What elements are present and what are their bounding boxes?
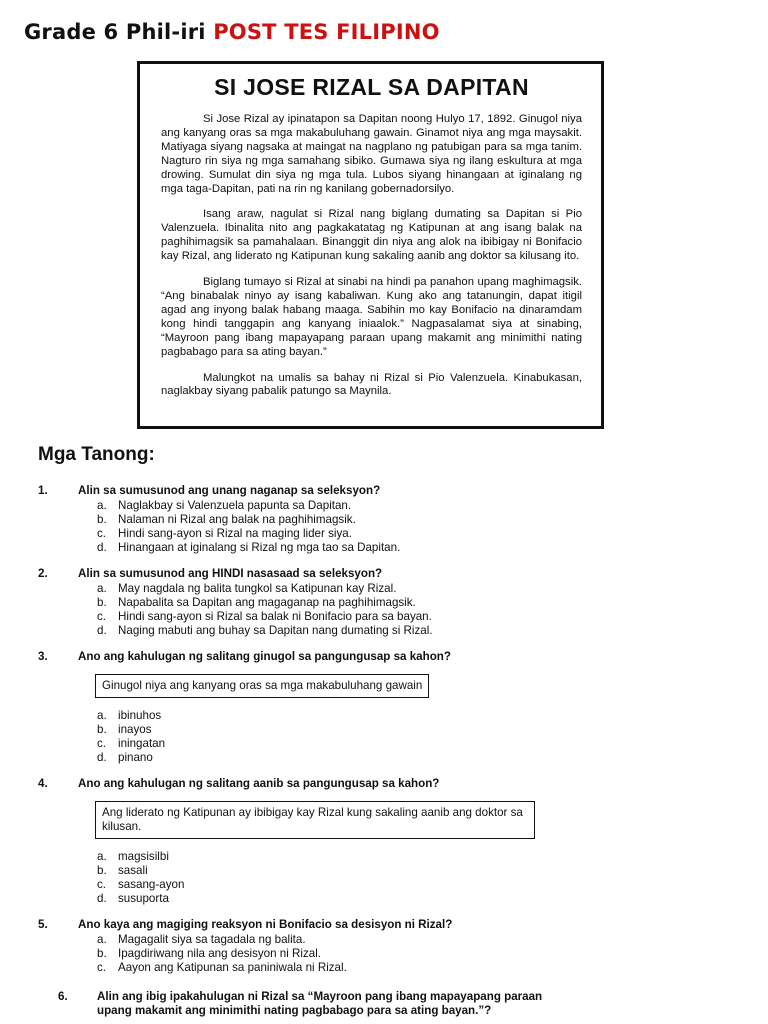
question-number: 2. bbox=[38, 567, 48, 580]
choice-letter: a. bbox=[97, 709, 107, 722]
choice-item[interactable] bbox=[97, 610, 758, 624]
question-number: 1. bbox=[38, 484, 48, 497]
choice-letter: a. bbox=[97, 933, 107, 946]
question-text: Alin sa sumusunod ang HINDI nasasaad sa seleksyon? bbox=[78, 567, 383, 580]
story-paragraph: Isang araw, nagulat si Rizal nang biglang dumating sa Dapitan si Pio Valenzuela. Ibinalita nito ang pagkakatatag ng Katipunan at ang isang balak na paghihimagsik sa pamahalaan. Binanggit din niya ang alok na ibibigay ni Bonifacio kay Rizal, ang liderato ng Katipunan kung sakaling aanib ang doktor sa kilusang ito. bbox=[161, 208, 582, 263]
choice-letter: d. bbox=[97, 624, 107, 637]
choice-item[interactable] bbox=[97, 850, 758, 864]
choice-list bbox=[97, 582, 758, 638]
choice-letter: b. bbox=[97, 513, 107, 526]
choice-list bbox=[97, 933, 758, 975]
choice-letter: c. bbox=[97, 878, 107, 891]
story-title: SI JOSE RIZAL SA DAPITAN bbox=[214, 74, 529, 100]
story-box bbox=[137, 61, 604, 429]
choice-text: Hinangaan at iginalang si Rizal ng mga tao sa Dapitan. bbox=[118, 541, 401, 554]
choice-letter: c. bbox=[97, 961, 107, 974]
question-row bbox=[38, 918, 758, 932]
choice-text: Hindi sang-ayon si Rizal sa balak ni Bonifacio para sa bayan. bbox=[118, 610, 432, 623]
choice-item[interactable] bbox=[97, 737, 758, 751]
choice-text: Napabalita sa Dapitan ang magaganap na paghihimagsik. bbox=[118, 596, 416, 609]
question-2 bbox=[38, 567, 758, 638]
choice-item[interactable] bbox=[97, 961, 758, 975]
story-paragraph: Si Jose Rizal ay ipinatapon sa Dapitan noong Hulyo 17, 1892. Ginugol niya ang kanyang oras sa mga makabuluhang gawain. Ginamot niya ang mga maysakit. Matiyaga siyang nagsaka at maingat na nagplano ng patubigan para sa mga tanim. Nagturo rin siya ng mga samahang sibiko. Gumawa siya ng ilang eskultura at mga drowing. Sumulat din siya ng mga tula. Lubos siyang hinangaan at iginalang ng mga taga-Dapitan, pati na rin ng kanilang gobernadorsilyo. bbox=[161, 113, 582, 195]
choice-list bbox=[97, 709, 758, 765]
story-paragraph: Malungkot na umalis sa bahay ni Rizal si Pio Valenzuela. Kinabukasan, naglakbay siyang pabalik patungo sa Maynila. bbox=[161, 371, 582, 398]
question-3 bbox=[38, 650, 758, 765]
choice-text: pinano bbox=[118, 751, 153, 764]
choice-text: Nalaman ni Rizal ang balak na paghihimagsik. bbox=[118, 513, 356, 526]
question-text: Ano kaya ang magiging reaksyon ni Bonifacio sa desisyon ni Rizal? bbox=[78, 918, 453, 931]
choice-text: magsisilbi bbox=[118, 850, 169, 863]
choice-item[interactable] bbox=[97, 582, 758, 596]
page-title-test-name: POST TES FILIPINO bbox=[213, 20, 440, 44]
story-paragraph: Biglang tumayo si Rizal at sinabi na hindi pa panahon upang maghimagsik. “Ang binabalak ninyo ay isang kabaliwan. Kung ako ang tatanungin, dapat itigil agad ang inyong balak habang maaga. Sabihin mo kay Bonifacio na dinaramdam kong hindi tanggapin ang kanyang iniaalok.” Nagpasalamat siya at sinabing, “Mayroon pang ibang mapayapang paraan upang makamit ang minimithi nating pagbabago para sa ating bayan.” bbox=[161, 276, 582, 358]
choice-item[interactable] bbox=[97, 596, 758, 610]
choice-text: Magagalit siya sa tagadala ng balita. bbox=[118, 933, 306, 946]
choice-text: susuporta bbox=[118, 892, 169, 905]
choice-item[interactable] bbox=[97, 892, 758, 906]
choice-item[interactable] bbox=[97, 878, 758, 892]
choice-item[interactable] bbox=[97, 933, 758, 947]
choice-text: Hindi sang-ayon si Rizal na maging lider siya. bbox=[118, 527, 352, 540]
sentence-box: Ginugol niya ang kanyang oras sa mga makabuluhang gawain bbox=[95, 674, 429, 698]
choice-letter: a. bbox=[97, 582, 107, 595]
question-number: 5. bbox=[38, 918, 48, 931]
question-row bbox=[38, 777, 758, 791]
question-5 bbox=[38, 918, 758, 975]
choice-letter: c. bbox=[97, 610, 107, 623]
choice-item[interactable] bbox=[97, 624, 758, 638]
choice-text: inayos bbox=[118, 723, 152, 736]
choice-letter: c. bbox=[97, 737, 107, 750]
sentence-box: Ang liderato ng Katipunan ay ibibigay kay Rizal kung sakaling aanib ang doktor sa kilusan. bbox=[95, 801, 535, 839]
question-text: Alin ang ibig ipakahulugan ni Rizal sa “Mayroon pang ibang mapayapang paraan upang makamit ang minimithi nating pagbabago para sa ating bayan.”? bbox=[97, 990, 543, 1017]
choice-text: iningatan bbox=[118, 737, 166, 750]
choice-item[interactable] bbox=[97, 527, 758, 541]
choice-text: Naglakbay si Valenzuela papunta sa Dapitan. bbox=[118, 499, 352, 512]
choice-letter: a. bbox=[97, 499, 107, 512]
choice-item[interactable] bbox=[97, 499, 758, 513]
choice-letter: d. bbox=[97, 892, 107, 905]
choice-letter: a. bbox=[97, 850, 107, 863]
choice-letter: b. bbox=[97, 947, 107, 960]
question-6 bbox=[58, 990, 578, 1018]
choice-item[interactable] bbox=[97, 864, 758, 878]
choice-item[interactable] bbox=[97, 513, 758, 527]
question-text: Ano ang kahulugan ng salitang ginugol sa pangungusap sa kahon? bbox=[78, 650, 451, 663]
choice-letter: b. bbox=[97, 723, 107, 736]
questions-section bbox=[38, 444, 758, 987]
choice-list bbox=[97, 850, 758, 906]
choice-item[interactable] bbox=[97, 709, 758, 723]
question-number: 6. bbox=[58, 990, 68, 1003]
choice-text: sasang-ayon bbox=[118, 878, 185, 891]
question-row bbox=[38, 650, 758, 664]
question-row bbox=[38, 567, 758, 581]
question-row bbox=[38, 484, 758, 498]
question-1 bbox=[38, 484, 758, 555]
choice-letter: c. bbox=[97, 527, 107, 540]
choice-letter: d. bbox=[97, 751, 107, 764]
question-4 bbox=[38, 777, 758, 906]
choice-text: Aayon ang Katipunan sa paniniwala ni Rizal. bbox=[118, 961, 347, 974]
question-text: Alin sa sumusunod ang unang naganap sa seleksyon? bbox=[78, 484, 381, 497]
choice-item[interactable] bbox=[97, 723, 758, 737]
choice-letter: b. bbox=[97, 864, 107, 877]
choice-letter: b. bbox=[97, 596, 107, 609]
choice-item[interactable] bbox=[97, 751, 758, 765]
page-title bbox=[24, 20, 440, 44]
questions-heading: Mga Tanong: bbox=[38, 444, 155, 465]
choice-text: Ipagdiriwang nila ang desisyon ni Rizal. bbox=[118, 947, 322, 960]
choice-text: ibinuhos bbox=[118, 709, 162, 722]
choice-text: May nagdala ng balita tungkol sa Katipunan kay Rizal. bbox=[118, 582, 397, 595]
question-number: 4. bbox=[38, 777, 48, 790]
choice-letter: d. bbox=[97, 541, 107, 554]
question-text: Ano ang kahulugan ng salitang aanib sa pangungusap sa kahon? bbox=[78, 777, 440, 790]
question-number: 3. bbox=[38, 650, 48, 663]
page-title-grade: Grade 6 Phil-iri bbox=[24, 20, 214, 44]
choice-text: Naging mabuti ang buhay sa Dapitan nang dumating si Rizal. bbox=[118, 624, 433, 637]
choice-text: sasali bbox=[118, 864, 148, 877]
choice-list bbox=[97, 499, 758, 555]
choice-item[interactable] bbox=[97, 541, 758, 555]
choice-item[interactable] bbox=[97, 947, 758, 961]
